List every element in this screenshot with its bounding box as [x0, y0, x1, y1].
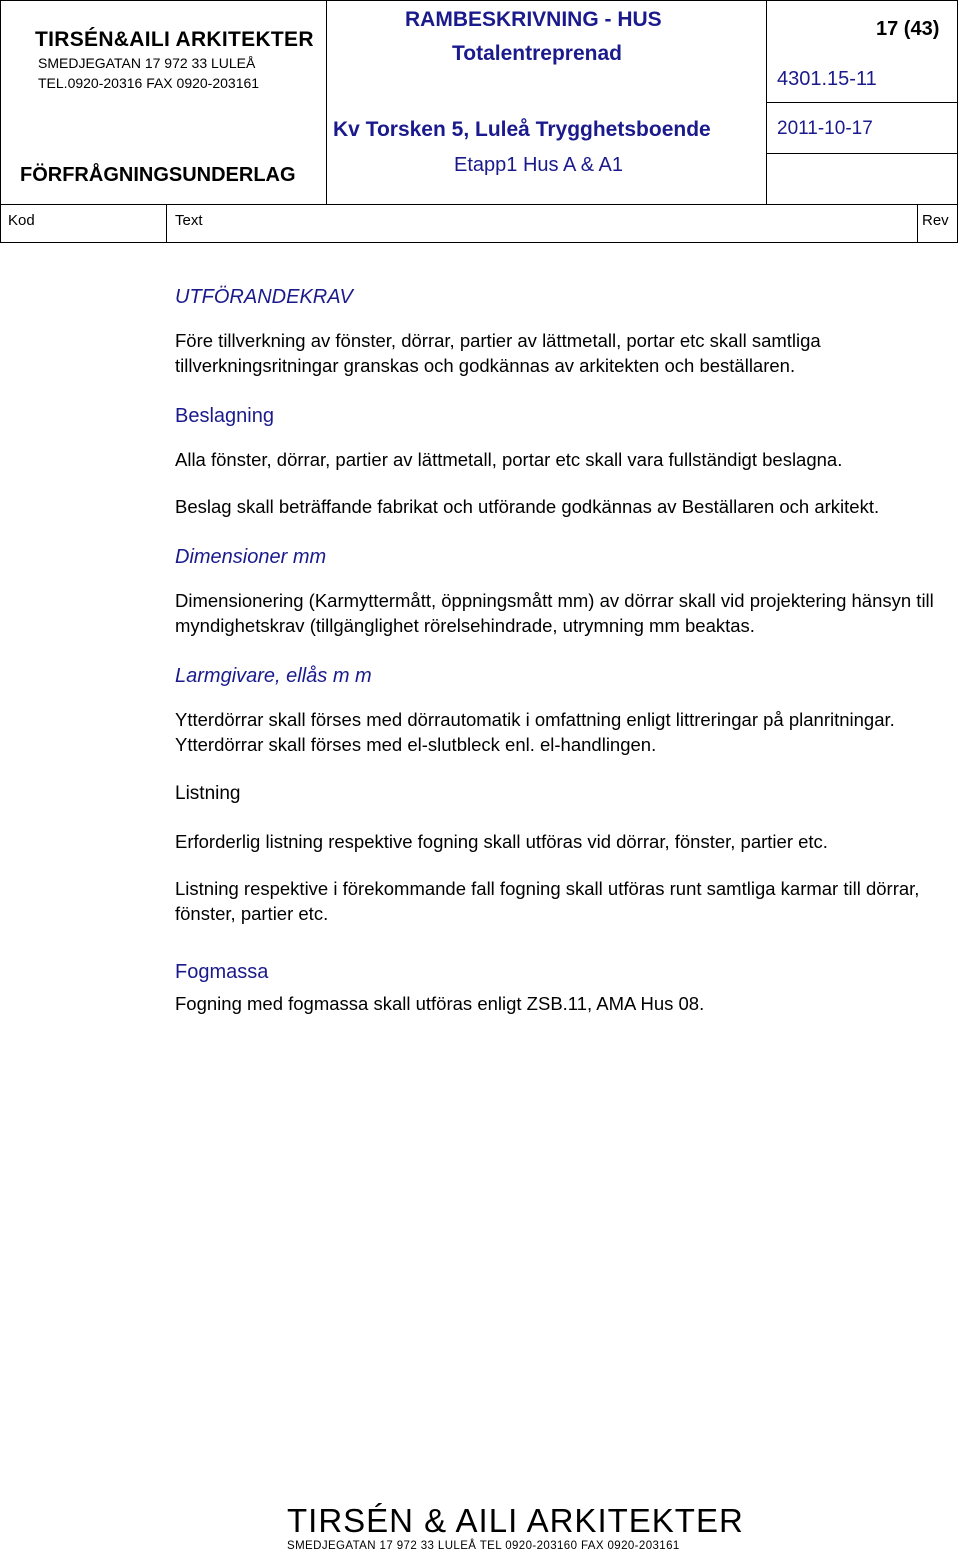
- column-header-text: Text: [175, 212, 203, 229]
- header-divider: [326, 1, 327, 204]
- document-status: FÖRFRÅGNINGSUNDERLAG: [20, 164, 296, 186]
- paragraph: Ytterdörrar skall förses med el-slutbleck enl. el-handlingen.: [175, 734, 657, 755]
- section-heading: Fogmassa: [175, 961, 269, 983]
- project-stage: Etapp1 Hus A & A1: [454, 154, 624, 176]
- header-divider: [766, 153, 957, 154]
- paragraph: Erforderlig listning respektive fogning skall utföras vid dörrar, fönster, partier etc.: [175, 831, 828, 852]
- column-header-kod: Kod: [8, 212, 35, 229]
- section-heading: UTFÖRANDEKRAV: [175, 286, 353, 308]
- document-subtitle: Totalentreprenad: [452, 42, 622, 65]
- project-number: 4301.15-11: [777, 68, 877, 90]
- header-divider: [1, 204, 957, 205]
- paragraph: Före tillverkning av fönster, dörrar, partier av lättmetall, portar etc skall samtliga tillverkningsritningar granskas och godkännas av arkitekten och beställaren.: [175, 330, 821, 376]
- paragraph: Fogning med fogmassa skall utföras enligt ZSB.11, AMA Hus 08.: [175, 993, 705, 1014]
- column-header-rev: Rev: [922, 212, 949, 229]
- section-heading: Larmgivare, ellås m m: [175, 665, 372, 687]
- project-name: Kv Torsken 5, Luleå Trygghetsboende: [333, 118, 711, 141]
- paragraph: Listning respektive i förekommande fall fogning skall utföras runt samtliga karmar till dörrar, fönster, partier etc.: [175, 878, 920, 924]
- page-number: 17 (43): [876, 18, 940, 40]
- footer-firm-contact: SMEDJEGATAN 17 972 33 LULEÅ TEL 0920-203160 FAX 0920-203161: [287, 1540, 680, 1552]
- paragraph: Beslag skall beträffande fabrikat och utförande godkännas av Beställaren och arkitekt.: [175, 496, 880, 517]
- footer-firm-name: TIRSÉN & AILI ARKITEKTER: [287, 1502, 744, 1539]
- section-heading: Dimensioner mm: [175, 546, 327, 568]
- header-divider: [166, 204, 167, 243]
- document-body: [175, 284, 935, 1016]
- firm-contact: TEL.0920-20316 FAX 0920-203161: [38, 75, 260, 91]
- section-heading: Beslagning: [175, 405, 274, 427]
- document-date: 2011-10-17: [777, 118, 873, 139]
- firm-address: SMEDJEGATAN 17 972 33 LULEÅ: [38, 55, 256, 71]
- paragraph: Ytterdörrar skall förses med dörrautomatik i omfattning enligt littreringar på planritningar.: [175, 709, 895, 730]
- section-heading: Listning: [175, 783, 241, 804]
- document-title: RAMBESKRIVNING - HUS: [405, 8, 662, 31]
- header-divider: [766, 102, 957, 103]
- paragraph: Alla fönster, dörrar, partier av lättmetall, portar etc skall vara fullständigt beslagna.: [175, 449, 843, 470]
- paragraph: Dimensionering (Karmyttermått, öppningsmått mm) av dörrar skall vid projektering hänsyn till myndighetskrav (tillgänglighet rörelsehindrade, utrymning mm beaktas.: [175, 590, 934, 636]
- header-divider: [917, 204, 918, 243]
- firm-name: TIRSÉN&AILI ARKITEKTER: [35, 28, 314, 51]
